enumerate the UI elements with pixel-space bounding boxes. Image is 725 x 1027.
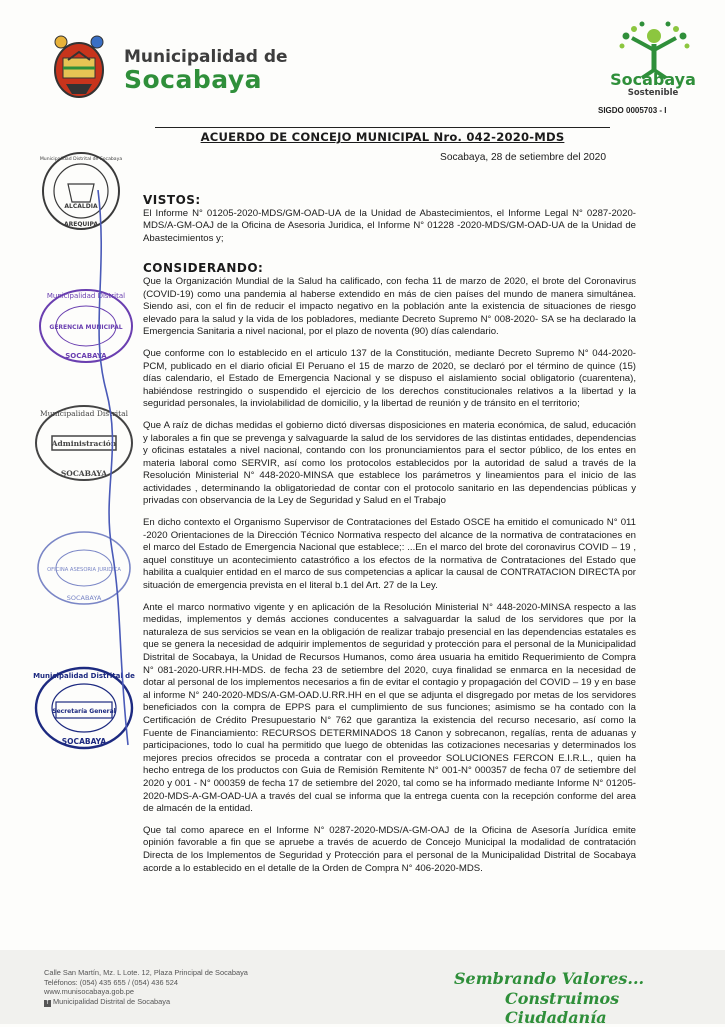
stamp-asesoria-center: OFICINA ASESORIA JURIDICA	[47, 567, 121, 573]
stamp-administracion-ring: Municipalidad Distrital	[39, 409, 129, 418]
considerando-paragraph-3: Que A raíz de dichas medidas el gobierno dictó diversas disposiciones en materia económica, de salud, educación y laborales a fin que se prevenga y salvaguarde la salud de los servidores de las distintas entidades, dependencias y oficinas estatales a nivel nacional, contando con los pronunciamientos para el sector público, de los entes en materia laboral como SERVIR, así como los protocolos establecidos por la autoridad de salud a través de la Resolución Ministerial N° 448-2020-MINSA que establece los parámetros y lineamientos para el inicio de las actividades , determinando la obligatoriedad de contar con el protocolo sanitario en las dependencias públicas y privadas con observancia de la Ley de Seguridad y Salud en el Trabajo	[143, 419, 636, 507]
footer-social-label: Municipalidad Distrital de Socabaya	[53, 996, 171, 1006]
considerando-heading: CONSIDERANDO:	[143, 261, 264, 276]
footer-address	[44, 968, 248, 1007]
footer-phone: Teléfonos: (054) 435 655 / (054) 436 524	[44, 977, 178, 987]
brand-left	[124, 48, 288, 94]
footer-slogan-2: Construimos Ciudadanía	[505, 989, 620, 1027]
footer-website: www.munisocabaya.gob.pe	[44, 987, 134, 997]
footer-social	[44, 997, 248, 1007]
document-date: Socabaya, 28 de setiembre del 2020	[440, 152, 606, 163]
stamp-secretaria-ring: Municipalidad Distrital de	[33, 672, 135, 680]
stamp-secretaria-bottom: SOCABAYA	[61, 737, 107, 746]
stamp-gerencia-bottom: SOCABAYA	[65, 352, 107, 360]
brand-small-text: Municipalidad de	[124, 47, 288, 67]
document-body	[143, 194, 636, 884]
brand-right	[598, 72, 708, 98]
stamp-administracion-bottom: SOCABAYA	[60, 469, 108, 478]
footer-address-line-1: Calle San Martín, Mz. L Lote. 12, Plaza Principal de Socabaya	[44, 968, 248, 977]
brand-right-big-text: Socabaya	[610, 70, 696, 89]
brand-big-text: Socabaya	[124, 65, 263, 94]
considerando-paragraph-6: Que tal como aparece en el Informe N° 0287-2020-MDS/A-GM-OAJ de la Oficina de Asesoría Jurídica emite opinión favorable a fin que se apruebe a través de acuerdo de Concejo Municipal la modalidad de contratación Directa de los Implementos de Seguridad y Protección para el personal de la Municipalidad Distrital de Socabaya acorde a lo establecido en el detalle de la Orden de Compra N° 406-2020-MDS.	[143, 824, 636, 874]
municipal-crest-icon	[46, 30, 112, 102]
footer-slogan-1: Sembrando Valores...	[454, 969, 645, 988]
stamp-alcaldia-center: ALCALDIA	[64, 203, 98, 210]
considerando-paragraph-2: Que conforme con lo establecido en el articulo 137 de la Constitución, mediante Decreto Supremo N° 044-2020-PCM, publicado en el diario oficial El Peruano el 15 de marzo de 2020, se declaró por el término de quince (15) días calendario, el Estado de Emergencia Nacional y se dispuso el aislamiento social obligatorio (cuarentena), habiéndose restringido o suspendido el ejercicio de los derechos constitucionales relativos a la libertad y la seguridad personales, la inviolabilidad de domicilio, y la libertad de reunión y de tránsito en el territorio;	[143, 347, 636, 410]
stamp-gerencia-ring: Municipalidad Distrital	[46, 292, 126, 300]
document-title: ACUERDO DE CONCEJO MUNICIPAL Nro. 042-2020-MDS	[200, 130, 565, 144]
letterhead	[0, 0, 725, 120]
considerando-paragraph-5: Ante el marco normativo vigente y en aplicación de la Resolución Ministerial N° 448-2020-MINSA respecto a las medidas, implementos y demás acciones conducentes a salvaguardar la salud de los servidores que por la naturaleza de sus servicios se vean en la obligación de realizar trabajo presencial en las dependencias estatales es que se genera la necesidad de adquirir implementos de seguridad y protección para el personal de la Municipalidad Distrital de Socabaya, la Unidad de Recursos Humanos, como área usuaria ha emitido Requerimiento de Compra N° 081-2020-URR.HH-MDS. de fecha 23 de setiembre del 2020, cuya finalidad se enmarca en la necesidad de dotar al personal de los implementos necesarios a fin de evitar el contagio y propagación del COVID – 19 y en base al informe N° 240-2020-MDS/A-GM-OAD.U.RR.HH en el que se adjunta el disgregado por metas de los servidores beneficiados con la compra de EPPS para el cumplimiento de sus funciones; asimismo se ha contado con la Certificación de Crédito Presupuestario N° 762 que garantiza la existencia del recurso necesario, así como la Fuente de Financiamiento: RECURSOS DETERMINADOS 18 Canon y sobrecanon, regalías, renta de aduanas y participaciones, todo lo cual ha permitido que luego de obtenidas las cotizaciones necesarias y determinados los mejores precios ofrecidos se proceda a contratar con el proveedor SOLUCIONES FERCON E.I.R.L., quien ha hecho entrega de los productos con Guia de Remisión Remitente N° 001-N° 000357 de fecha 07 de setiembre del 2020 y 001 - N° 000359 de fecha 17 de setiembre del 2020, tal como se ha informado mediante Informe N° 01205-2020-MDS-A-GM-OAD-UA a través del cual se informa que la entrega cuenta con la recepción conforme del area de almacén de la entidad.	[143, 601, 636, 815]
vistos-heading: VISTOS:	[143, 193, 201, 207]
stamp-asesoria-bottom: SOCABAYA	[66, 594, 102, 602]
facebook-icon: f	[44, 1000, 51, 1007]
stamp-administracion-center: Administración	[51, 439, 117, 448]
stamp-alcaldia-ring: Municipalidad Distrital de Socabaya	[40, 157, 122, 162]
signature-line	[88, 190, 148, 750]
stamp-alcaldia-bottom: AREQUIPA	[63, 221, 99, 228]
considerando-paragraph-4: En dicho contexto el Organismo Supervisor de Contrataciones del Estado OSCE ha emitido el comunicado N° 011 -2020 Orientaciones de la Dirección Técnico Normativa respecto del alcance de la normativa de contrataciones en el marco del Estado de Emergencia Nacional que establece;: ...En el marco del brote del coronavirus COVID – 19 , aquel constituye un acontecimiento catastrófico a los efectos de la normativa de Contrataciones del Estado que habilita a cualquier entidad en el marco de sus competencias a aplicar la causal de CONTRATACION DIRECTA por situación de emergencia prevista en el literal b.1 del Art. 27 de la Ley.	[143, 517, 636, 592]
sigdo-code: SIGDO 0005703 - I	[598, 106, 667, 115]
vistos-paragraph: El Informe N° 01205-2020-MDS/GM-OAD-UA de la Unidad de Abastecimientos, el Informe Legal N° 0287-2020-MDS/A-GM-OAJ de la Oficina de Asesoria Juridica, el Informe N° 01228 -2020-MDS/GM-OAD-UA de la Unidad de Abastecimientos y;	[143, 207, 636, 244]
brand-right-small-text: Sostenible	[627, 88, 679, 98]
title-rule	[155, 127, 610, 128]
stamp-secretaria-center: Secretaría General	[52, 708, 116, 715]
considerando-paragraph-1: Que la Organización Mundial de la Salud ha calificado, con fecha 11 de marzo de 2020, el brote del Coronavirus (COVID-19) como una pandemia al haberse extendido en más de cien países del mundo de manera simultánea. Siendo asi, con el fin de reducir el impacto negativo en la población ante la existencia de situaciones de riesgo elevado para la salud y la vida de los pobladores, mediante Decreto Supremo N° 008-2020- SA se ha declarado la Emergencia Sanitaria a nivel nacional, por el plazo de noventa (90) días calendario.	[143, 275, 636, 338]
stamp-gerencia-center: GERENCIA MUNICIPAL	[49, 324, 123, 331]
